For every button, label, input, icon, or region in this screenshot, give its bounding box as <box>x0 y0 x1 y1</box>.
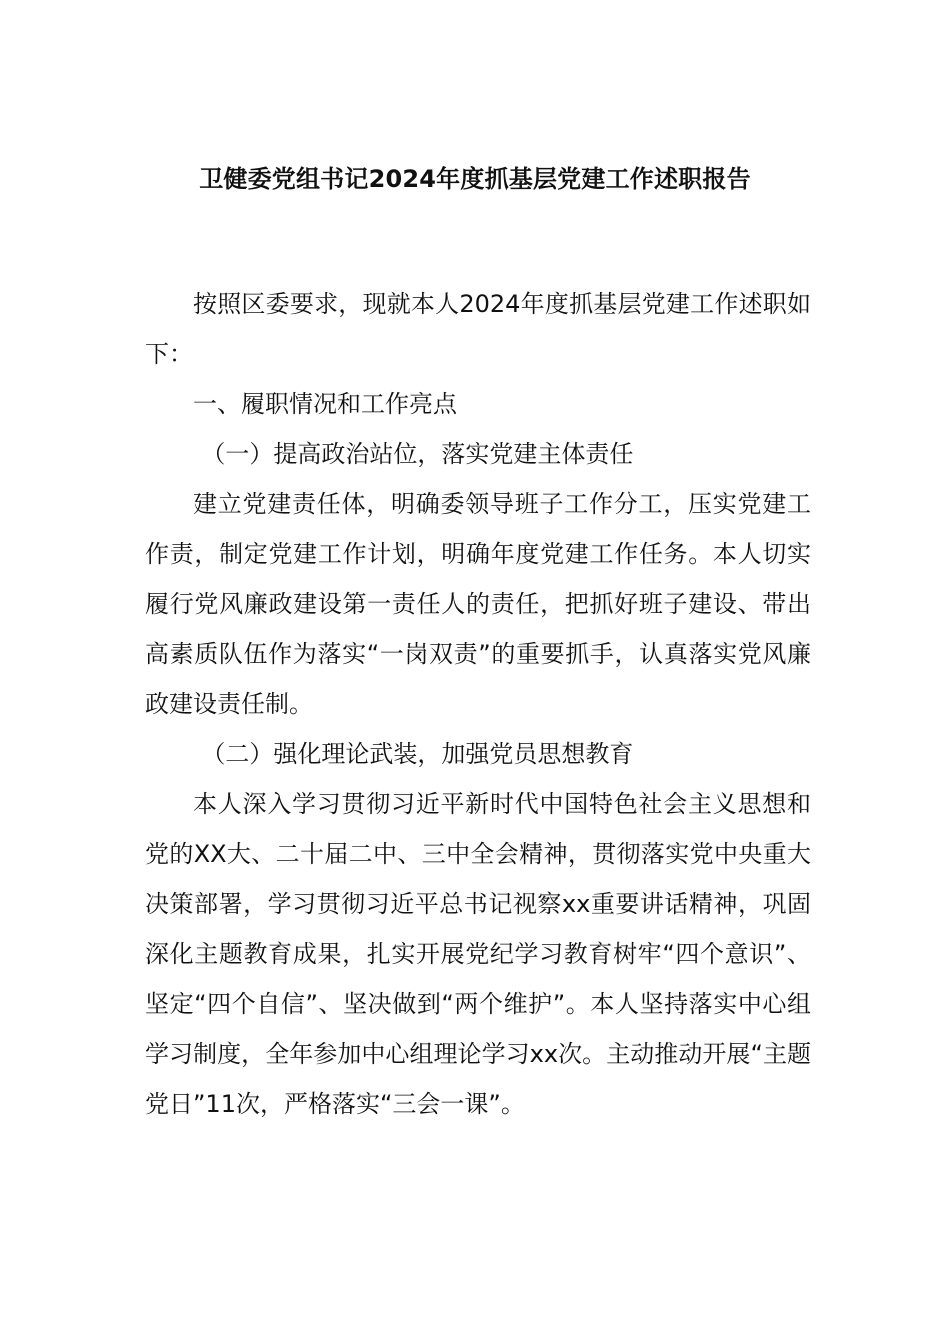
subsection-heading-2: （二）强化理论武装，加强党员思想教育 <box>201 740 634 768</box>
subsection-heading-1: （一）提高政治站位，落实党建主体责任 <box>201 440 634 468</box>
intro-paragraph: 按照区委要求，现就本人2024年度抓基层党建工作述职如下： <box>145 290 811 368</box>
body-paragraph-2: 本人深入学习贯彻习近平新时代中国特色社会主义思想和党的XX大、二十届二中、三中全会精神，贯彻落实党中央重大决策部署，学习贯彻习近平总书记视察xx重要讲话精神，巩固深化主题教育成果，扎实开展党纪学习教育树牢“四个意识”、坚定“四个自信”、坚决做到“两个维护”。本人坚持落实中心组学习制度，全年参加中心组理论学习xx次。主动推动开展“主题党日”11次，严格落实“三会一课”。 <box>145 790 811 1118</box>
document-title: 卫健委党组书记2024年度抓基层党建工作述职报告 <box>199 165 751 193</box>
document-body <box>145 279 811 1129</box>
section-heading-1: 一、履职情况和工作亮点 <box>193 390 457 418</box>
body-paragraph-1: 建立党建责任体，明确委领导班子工作分工，压实党建工作责，制定党建工作计划，明确年度党建工作任务。本人切实履行党风廉政建设第一责任人的责任，把抓好班子建设、带出高素质队伍作为落实“一岗双责”的重要抓手，认真落实党风廉政建设责任制。 <box>145 490 811 718</box>
